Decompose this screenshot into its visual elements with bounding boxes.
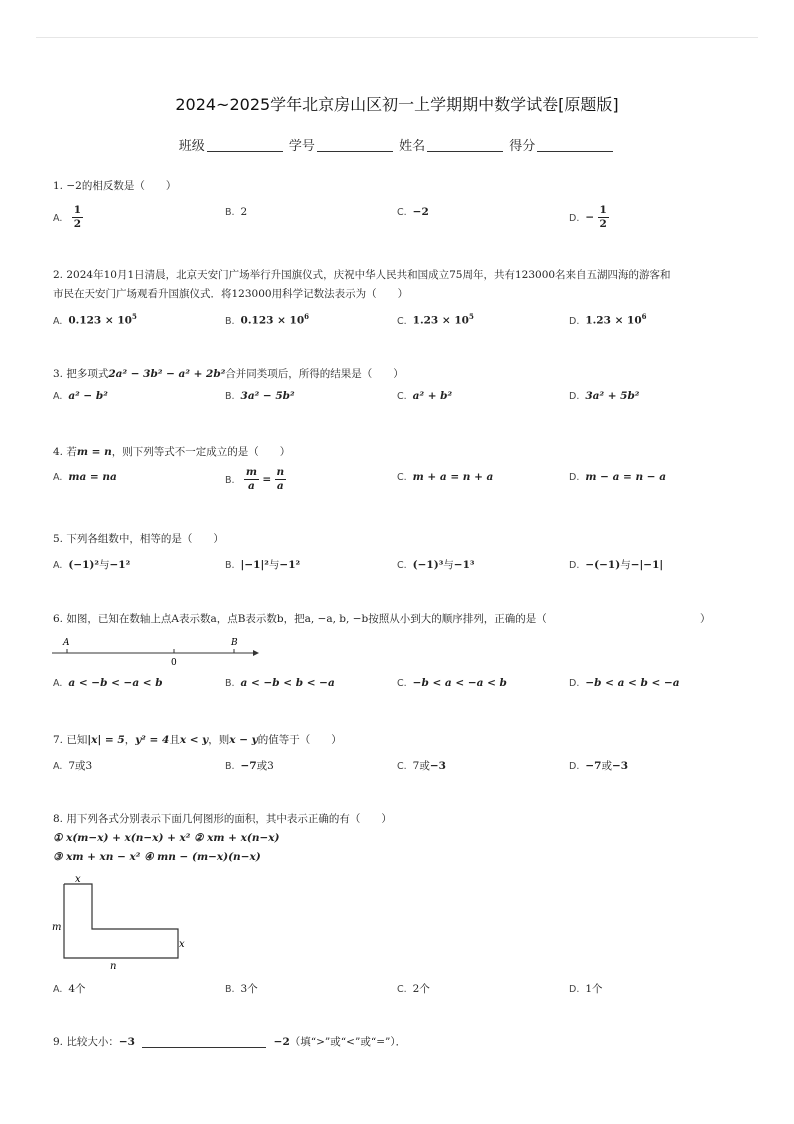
point-a-label: A <box>63 638 70 648</box>
q3-option-d[interactable]: D. 3a² + 5b² <box>569 390 640 402</box>
label-x-top: x <box>75 874 81 885</box>
q4-option-a[interactable]: A. ma = na <box>53 471 117 483</box>
q3-option-b[interactable]: B. 3a² − 5b² <box>225 390 295 402</box>
q1-option-c[interactable]: C. −2 <box>397 206 429 218</box>
l-shape-outline <box>64 884 178 958</box>
q6-option-b[interactable]: B. a < −b < b < −a <box>225 677 335 689</box>
zero-label: 0 <box>171 658 177 668</box>
q8-option-d[interactable]: D. 1个 <box>569 983 603 995</box>
q7-option-a[interactable]: A. 7或3 <box>53 760 93 772</box>
q4-option-d[interactable]: D. m − a = n − a <box>569 471 667 483</box>
label-n: n <box>110 961 117 972</box>
number-line-figure <box>50 634 265 670</box>
l-shape-figure <box>50 872 200 972</box>
question-1-stem: 1. −2的相反数是（ ） <box>53 180 177 192</box>
question-2-stem: 2. 2024年10月1日清晨，北京天安门广场举行升国旗仪式，庆祝中华人民共和国成立75周年，共有123000名来自五湖四海的游客和 市民在天安门广场观看升国旗仪式．将123000用科学记数法表示为（ ） <box>53 269 671 300</box>
page-title: 2024~2025学年北京房山区初一上学期期中数学试卷[原题版] <box>175 95 619 114</box>
question-8-stem: 8. 用下列各式分别表示下面几何图形的面积，其中表示正确的有（ ） ① x(m−x) + x(n−x) + x² ② xm + x(n−x) ③ xm + xn − x² ④ mn − (m−x)(n−x) <box>53 813 392 863</box>
question-6-close-paren: ） <box>700 613 711 625</box>
q7-option-c[interactable]: C. 7或−3 <box>397 760 446 772</box>
id-blank[interactable] <box>317 138 393 152</box>
q6-option-d[interactable]: D. −b < a < b < −a <box>569 677 680 689</box>
q8-option-a[interactable]: A. 4个 <box>53 983 86 995</box>
q3-option-a[interactable]: A. a² − b² <box>53 390 108 402</box>
point-b-label: B <box>231 638 238 648</box>
question-4-stem: 4. 若m = n，则下列等式不一定成立的是（ ） <box>53 446 291 458</box>
score-blank[interactable] <box>537 138 613 152</box>
score-label: 得分 <box>509 139 536 154</box>
question-7-stem: 7. 已知|x| = 5，y² = 4且x < y，则x − y的值等于（ ） <box>53 734 342 746</box>
q3-option-c[interactable]: C. a² + b² <box>397 390 453 402</box>
number-line-arrow <box>253 650 259 656</box>
q1-option-b[interactable]: B. 2 <box>225 206 248 218</box>
header-rule <box>36 37 758 38</box>
label-x-right: x <box>179 939 185 950</box>
q5-option-d[interactable]: D. −(−1)与−|−1| <box>569 559 664 571</box>
id-label: 学号 <box>288 139 315 154</box>
q4-option-c[interactable]: C. m + a = n + a <box>397 471 494 483</box>
q7-option-d[interactable]: D. −7或−3 <box>569 760 629 772</box>
question-3-stem: 3. 把多项式2a² − 3b² − a² + 2b²合并同类项后，所得的结果是（ ） <box>53 368 404 380</box>
class-label: 班级 <box>178 139 205 154</box>
q1-option-d[interactable]: D. − $\frac{1}{2}$ <box>569 204 607 230</box>
name-blank[interactable] <box>427 138 503 152</box>
question-5-stem: 5. 下列各组数中，相等的是（ ） <box>53 533 224 545</box>
q5-option-b[interactable]: B. |−1|²与−1² <box>225 559 301 571</box>
q6-option-a[interactable]: A. a < −b < −a < b <box>53 677 163 689</box>
q2-option-c[interactable]: C. $1.23 \times 10^5$ <box>397 312 474 327</box>
q4-option-b[interactable]: B. $\frac{m}{a}$ = $\frac{n}{a}$ <box>225 466 285 492</box>
q2-option-d[interactable]: D. $1.23 \times 10^6$ <box>569 312 647 327</box>
q1-option-a[interactable]: A. $\frac{1}{2}$ <box>53 204 82 230</box>
q7-option-b[interactable]: B. −7或3 <box>225 760 274 772</box>
q5-option-a[interactable]: A. (−1)²与−1² <box>53 559 131 571</box>
q5-option-c[interactable]: C. (−1)³与−1³ <box>397 559 475 571</box>
label-m: m <box>52 922 62 933</box>
q8-option-c[interactable]: C. 2个 <box>397 983 430 995</box>
name-label: 姓名 <box>399 139 426 154</box>
q2-option-a[interactable]: A. $0.123 \times 10^5$ <box>53 312 137 327</box>
q8-option-b[interactable]: B. 3个 <box>225 983 258 995</box>
class-blank[interactable] <box>207 138 283 152</box>
student-info-line <box>0 135 794 154</box>
question-9-stem: 9. 比较大小：−3 −2（填“>”或“<”或“=”）． <box>53 1036 407 1048</box>
q6-option-c[interactable]: C. −b < a < −a < b <box>397 677 507 689</box>
q2-option-b[interactable]: B. $0.123 \times 10^6$ <box>225 312 310 327</box>
q9-answer-blank[interactable] <box>142 1035 266 1048</box>
question-6-stem: 6. 如图，已知在数轴上点A表示数a，点B表示数b，把a, −a, b, −b按照从小到大的顺序排列，正确的是（ <box>53 613 547 625</box>
